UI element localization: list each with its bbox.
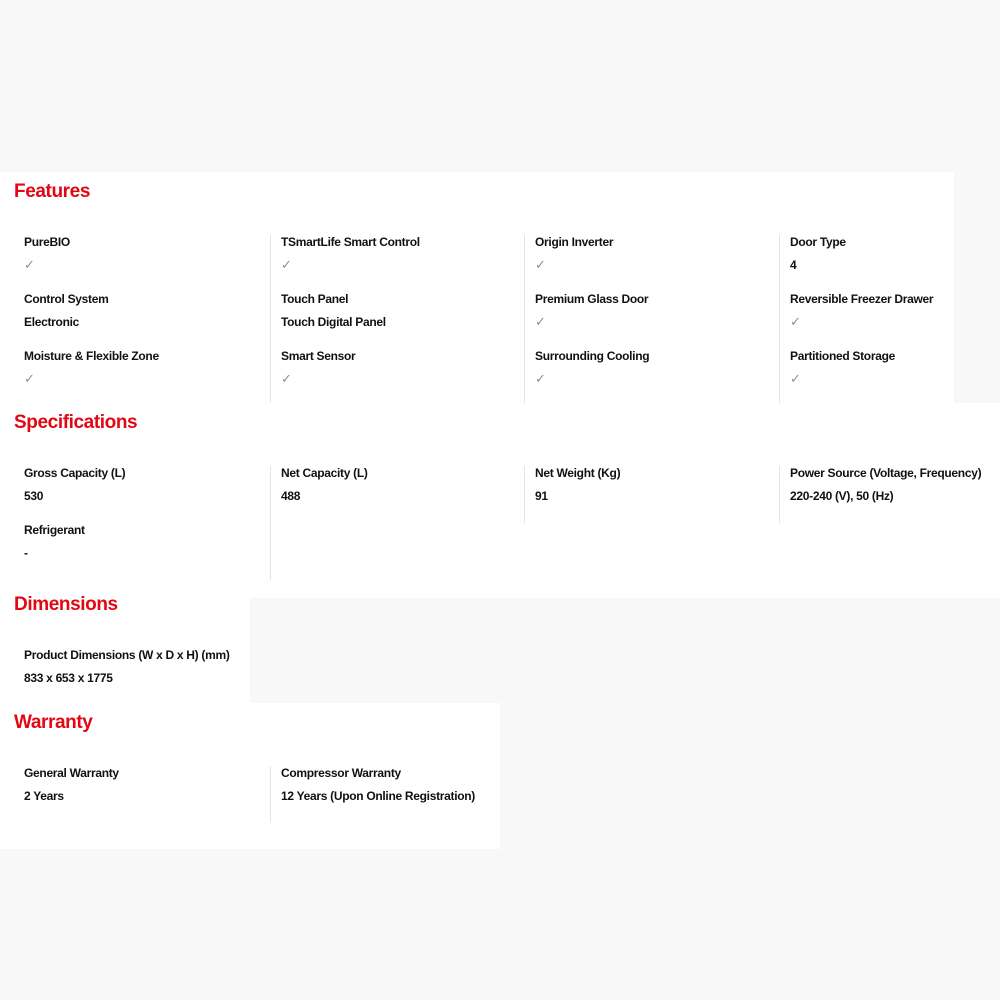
features-title: Features: [14, 181, 91, 202]
feature-label: Smart Sensor: [281, 349, 356, 363]
check-icon: ✓: [281, 371, 292, 386]
feature-label: Premium Glass Door: [535, 292, 649, 306]
feature-item: [270, 349, 524, 403]
features-section: [0, 172, 954, 403]
spec-item: [524, 466, 779, 523]
feature-value: Touch Digital Panel: [281, 315, 386, 329]
feature-item: [779, 235, 954, 292]
spec-item-empty: [270, 523, 524, 580]
spec-item: [779, 466, 1000, 523]
spec-label: Gross Capacity (L): [24, 466, 126, 480]
feature-value: 4: [790, 258, 797, 272]
check-icon: ✓: [535, 371, 546, 386]
feature-label: Door Type: [790, 235, 846, 249]
feature-item: [0, 235, 270, 292]
specifications-section: [0, 403, 1000, 598]
feature-item: [779, 349, 954, 403]
feature-label: Moisture & Flexible Zone: [24, 349, 159, 363]
feature-label: Touch Panel: [281, 292, 349, 306]
spec-value: 91: [535, 489, 548, 503]
spec-item: [0, 523, 270, 580]
feature-label: Reversible Freezer Drawer: [790, 292, 934, 306]
feature-value: Electronic: [24, 315, 80, 329]
dimensions-title: Dimensions: [14, 594, 118, 615]
spec-value: 530: [24, 489, 44, 503]
feature-item: [270, 292, 524, 349]
check-icon: ✓: [790, 371, 801, 386]
check-icon: ✓: [535, 314, 546, 329]
spec-item: [0, 766, 270, 823]
spec-value: 12 Years (Upon Online Registration): [281, 789, 475, 803]
check-icon: ✓: [281, 257, 292, 272]
warranty-section: [0, 703, 500, 849]
feature-item: [0, 292, 270, 349]
spec-value: 220-240 (V), 50 (Hz): [790, 489, 894, 503]
spec-item: [270, 766, 500, 823]
feature-label: PureBIO: [24, 235, 70, 249]
feature-item: [0, 349, 270, 403]
feature-label: Origin Inverter: [535, 235, 614, 249]
warranty-title: Warranty: [14, 712, 93, 733]
feature-label: Surrounding Cooling: [535, 349, 650, 363]
feature-item: [779, 292, 954, 349]
feature-label: TSmartLife Smart Control: [281, 235, 420, 249]
feature-label: Partitioned Storage: [790, 349, 895, 363]
features-grid: [0, 235, 954, 403]
spec-value: 2 Years: [24, 789, 64, 803]
feature-item: [524, 349, 779, 403]
spec-value: 488: [281, 489, 301, 503]
check-icon: ✓: [24, 371, 35, 386]
dimensions-section: [0, 585, 250, 703]
spec-item: [270, 466, 524, 523]
specifications-grid: [0, 466, 1000, 580]
feature-label: Control System: [24, 292, 109, 306]
spec-label: Net Weight (Kg): [535, 466, 621, 480]
spec-label: Net Capacity (L): [281, 466, 368, 480]
spec-label: Power Source (Voltage, Frequency): [790, 466, 982, 480]
spec-item: [0, 648, 250, 703]
dimensions-grid: [0, 648, 250, 703]
spec-label: Product Dimensions (W x D x H) (mm): [24, 648, 230, 662]
spec-label: Compressor Warranty: [281, 766, 401, 780]
check-icon: ✓: [24, 257, 35, 272]
spec-value: 833 x 653 x 1775: [24, 671, 113, 685]
check-icon: ✓: [535, 257, 546, 272]
warranty-grid: [0, 766, 500, 823]
spec-label: General Warranty: [24, 766, 119, 780]
spec-item: [0, 466, 270, 523]
specifications-title: Specifications: [14, 412, 138, 433]
spec-value: -: [24, 546, 28, 560]
feature-item: [524, 292, 779, 349]
feature-item: [524, 235, 779, 292]
check-icon: ✓: [790, 314, 801, 329]
feature-item: [270, 235, 524, 292]
spec-label: Refrigerant: [24, 523, 85, 537]
